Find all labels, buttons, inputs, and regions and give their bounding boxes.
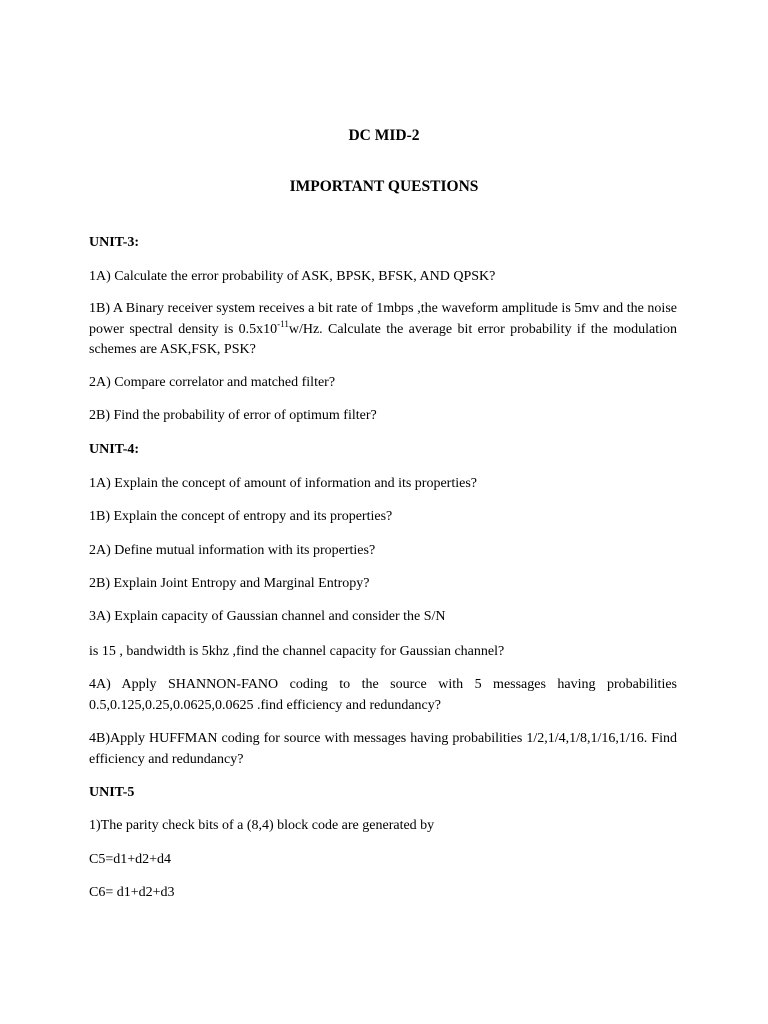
unit4-heading: UNIT-4: (89, 442, 140, 457)
unit3-question-1b-text: 1B) A Binary receiver system receives a bit rate of 1mbps ,the waveform amplitude is 5mv and the noise power spectral density is 0.5x10 (89, 301, 677, 337)
unit4-question-2a: 2A) Define mutual information with its properties? (89, 543, 376, 558)
unit3-question-1b-text-cont: w/Hz. Calculate the average bit error probability if the modulation schemes are ASK,FSK, PSK? (89, 321, 678, 357)
document-subtitle: IMPORTANT QUESTIONS (289, 178, 479, 195)
unit5-equation-c5: C5=d1+d2+d4 (89, 852, 172, 867)
unit3-question-2b: 2B) Find the probability of error of optimum filter? (89, 408, 377, 423)
unit4-question-4a: 4A) Apply SHANNON-FANO coding to the source with 5 messages having probabilities 0.5,0.125,0.25,0.0625,0.0625 .find efficiency and redundancy? (89, 677, 677, 713)
unit3-question-1b-exponent: -11 (277, 318, 289, 329)
unit3-question-2a: 2A) Compare correlator and matched filter? (89, 375, 336, 390)
unit5-question-1: 1)The parity check bits of a (8,4) block code are generated by (89, 818, 435, 833)
unit4-question-1a: 1A) Explain the concept of amount of information and its properties? (89, 476, 478, 491)
unit5-equation-c6: C6= d1+d2+d3 (89, 885, 175, 900)
unit3-question-1b (89, 299, 677, 361)
unit3-heading: UNIT-3: (89, 235, 140, 250)
document-title: DC MID-2 (348, 127, 420, 144)
unit4-question-3a-cont: is 15 , bandwidth is 5khz ,find the channel capacity for Gaussian channel? (89, 644, 505, 659)
unit4-question-1b: 1B) Explain the concept of entropy and its properties? (89, 509, 393, 524)
unit3-question-1a: 1A) Calculate the error probability of ASK, BPSK, BFSK, AND QPSK? (89, 269, 496, 284)
unit5-heading: UNIT-5 (89, 785, 135, 800)
unit4-question-4b: 4B)Apply HUFFMAN coding for source with messages having probabilities 1/2,1/4,1/8,1/16,1/16. Find efficiency and redundancy? (89, 731, 677, 767)
unit4-question-2b: 2B) Explain Joint Entropy and Marginal Entropy? (89, 576, 370, 591)
unit4-question-3a: 3A) Explain capacity of Gaussian channel and consider the S/N (89, 609, 446, 624)
